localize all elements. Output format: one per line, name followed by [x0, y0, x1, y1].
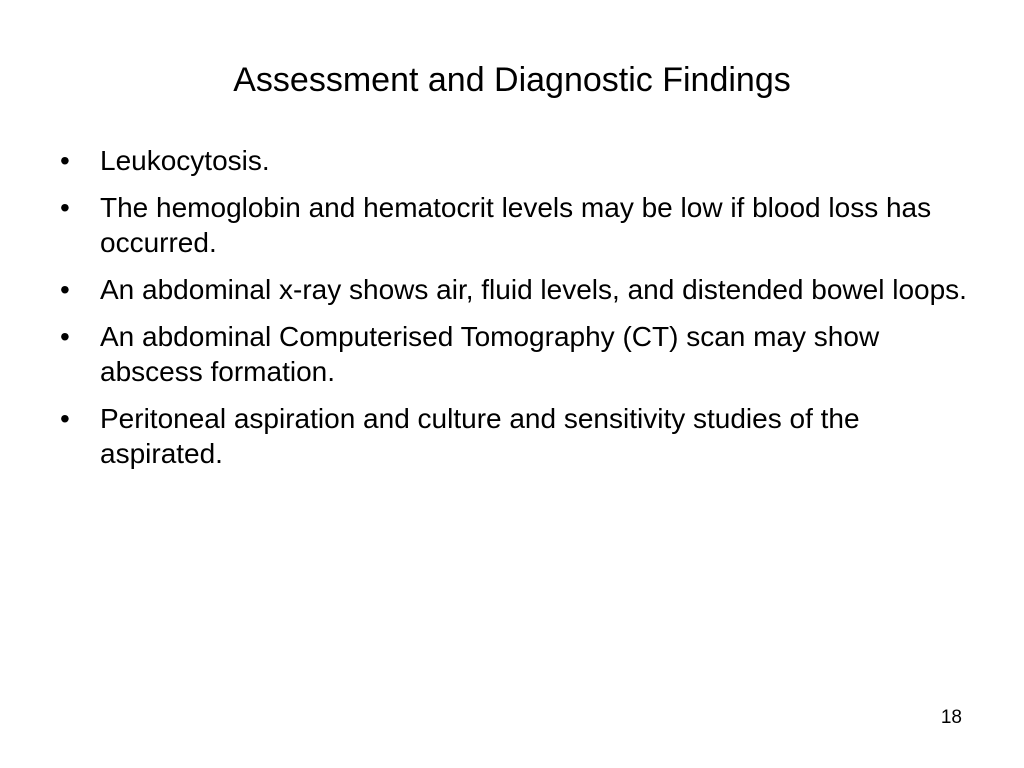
bullet-text: Leukocytosis.	[100, 145, 270, 176]
page-number: 18	[940, 707, 962, 728]
bullet-icon: •	[60, 145, 70, 176]
bullet-item	[60, 190, 980, 260]
bullet-text: An abdominal x-ray shows air, fluid levels, and distended bowel loops.	[100, 274, 967, 305]
bullet-text: An abdominal Computerised Tomography (CT) scan may show abscess formation.	[100, 321, 880, 387]
bullet-icon: •	[60, 403, 70, 434]
bullet-item	[60, 272, 980, 307]
bullet-item	[60, 143, 980, 178]
bullet-item	[60, 319, 980, 389]
bullet-icon: •	[60, 274, 70, 305]
slide-title: Assessment and Diagnostic Findings	[233, 61, 791, 99]
bullet-text: Peritoneal aspiration and culture and sensitivity studies of the aspirated.	[100, 403, 860, 469]
bullet-list	[60, 143, 980, 483]
bullet-item	[60, 401, 980, 471]
bullet-text: The hemoglobin and hematocrit levels may be low if blood loss has occurred.	[100, 192, 932, 258]
bullet-icon: •	[60, 192, 70, 223]
bullet-icon: •	[60, 321, 70, 352]
